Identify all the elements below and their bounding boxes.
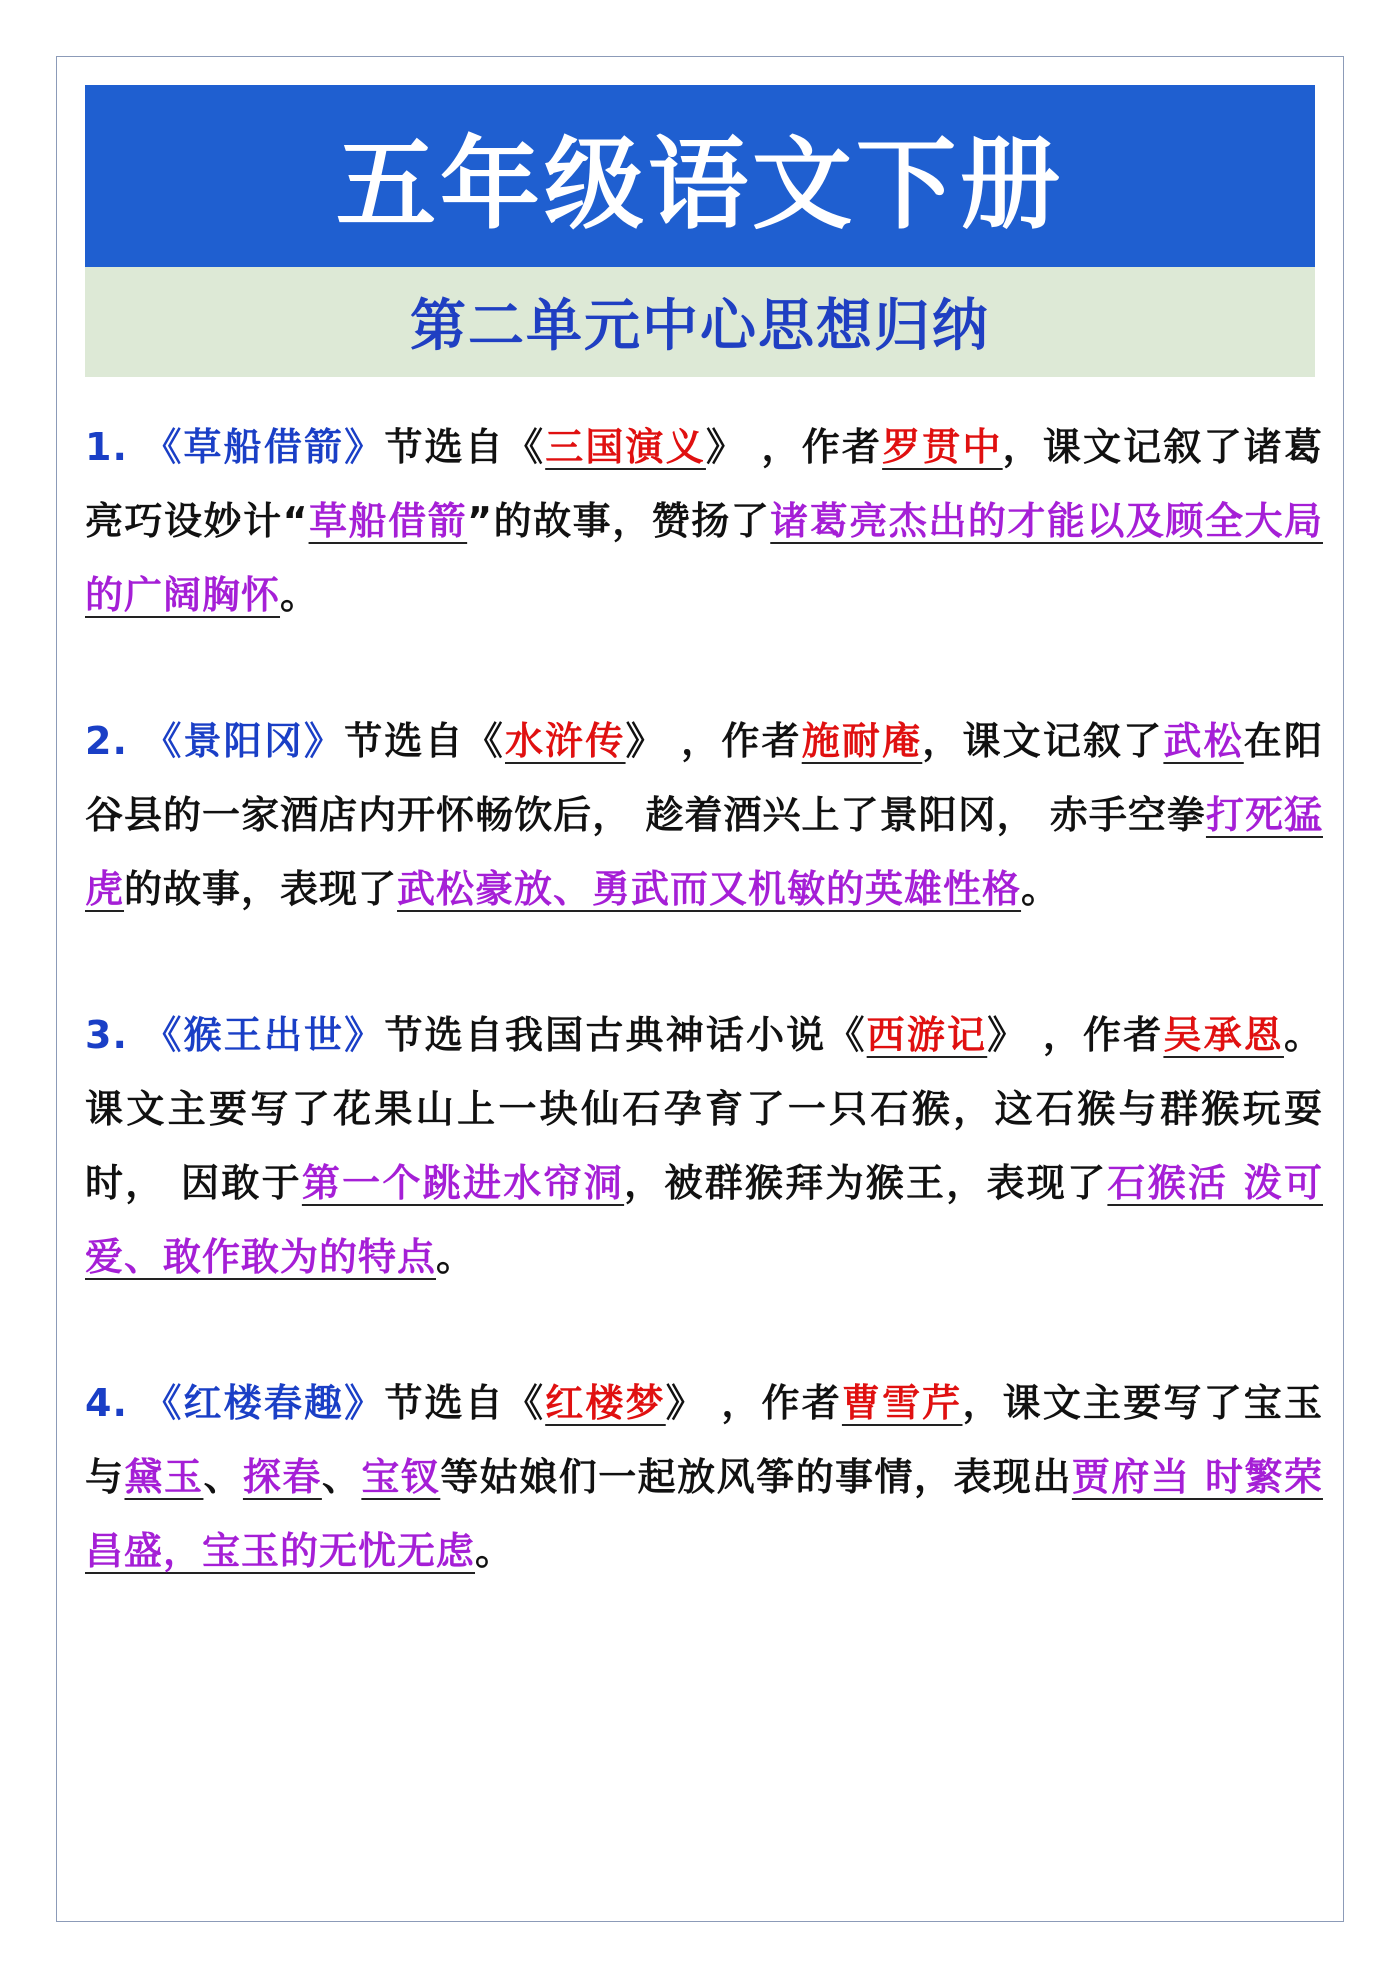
key-phrase: 打死猛虎 xyxy=(85,793,1323,911)
author-name: 吴承恩 xyxy=(1163,1013,1284,1057)
key-phrase: 第一个跳进水帘洞 xyxy=(301,1161,625,1205)
key-phrase: 诸葛亮杰出的才能以及顾全大局的广阔胸怀 xyxy=(85,499,1323,617)
text-fragment: 节选自我国古典神话小说《 xyxy=(384,1013,867,1057)
summary-item-4 xyxy=(85,1366,1323,1588)
page-title: 五年级语文下册 xyxy=(336,125,1064,243)
text-fragment: 。 xyxy=(1021,867,1061,911)
author-name: 曹雪芹 xyxy=(841,1381,963,1425)
item-number: 1. xyxy=(85,425,128,469)
text-fragment: ”的故事，赞扬了 xyxy=(467,499,771,543)
key-phrase: 武松豪放、勇武而又机敏的英雄性格 xyxy=(397,867,1022,911)
lesson-title: 《猴王出世》 xyxy=(143,1013,385,1057)
source-book: 三国演义 xyxy=(545,425,706,469)
subtitle-banner xyxy=(85,267,1315,377)
author-name: 罗贯中 xyxy=(882,425,1003,469)
lesson-title: 《景阳冈》 xyxy=(143,719,345,763)
text-fragment: 》 ，作者 xyxy=(987,1013,1164,1057)
summary-item-3 xyxy=(85,998,1323,1294)
item-number: 3. xyxy=(85,1013,128,1057)
text-fragment: 。 xyxy=(280,573,320,617)
source-book: 水浒传 xyxy=(505,719,626,763)
text-fragment: ，被群猴拜为猴王，表现了 xyxy=(624,1161,1108,1205)
text-fragment: 。 xyxy=(436,1235,476,1279)
item-number: 2. xyxy=(85,719,128,763)
source-book: 西游记 xyxy=(866,1013,988,1057)
item-number: 4. xyxy=(85,1381,128,1425)
key-phrase: 石猴活 泼可爱、敢作敢为的特点 xyxy=(85,1161,1323,1279)
summary-item-2 xyxy=(85,704,1323,926)
summary-list xyxy=(85,410,1323,1660)
text-fragment: 节选自《 xyxy=(384,425,546,469)
title-banner xyxy=(85,85,1315,267)
summary-item-1 xyxy=(85,410,1323,632)
key-phrase: 武松 xyxy=(1163,719,1244,763)
text-fragment: ，课文记叙了 xyxy=(922,719,1164,763)
text-fragment: 。课文主要写了花果山上一块仙石孕育了一只石猴，这石猴与群猴玩耍时， 因敢于 xyxy=(85,1013,1323,1205)
source-book: 红楼梦 xyxy=(545,1381,666,1425)
text-fragment: ，课文记叙了诸葛亮巧设妙计“ xyxy=(85,425,1323,543)
text-fragment: 等姑娘们一起放风筝的事情，表现出 xyxy=(440,1455,1072,1499)
text-fragment: 在阳谷县的一家酒店内开怀畅饮后， 趁着酒兴上了景阳冈， 赤手空拳 xyxy=(85,719,1323,837)
key-phrase: 黛玉 xyxy=(124,1455,204,1499)
key-phrase: 探春 xyxy=(242,1455,322,1499)
lesson-title: 《红楼春趣》 xyxy=(143,1381,385,1425)
page-subtitle: 第二单元中心思想归纳 xyxy=(410,293,990,359)
key-phrase: 宝钗 xyxy=(361,1455,441,1499)
lesson-title: 《草船借箭》 xyxy=(143,425,385,469)
text-fragment: 》 ，作者 xyxy=(625,719,802,763)
key-phrase: 草船借箭 xyxy=(308,499,468,543)
key-phrase: 贾府当 时繁荣昌盛，宝玉的无忧无虑 xyxy=(85,1455,1323,1573)
text-fragment: 。 xyxy=(475,1529,515,1573)
text-fragment: 、 xyxy=(321,1455,362,1499)
text-fragment: 》 ，作者 xyxy=(665,1381,842,1425)
text-fragment: 》 ，作者 xyxy=(705,425,883,469)
text-fragment: 节选自《 xyxy=(384,1381,546,1425)
text-fragment: 、 xyxy=(203,1455,243,1499)
text-fragment: 节选自《 xyxy=(344,719,505,763)
text-fragment: 的故事，表现了 xyxy=(124,867,398,911)
author-name: 施耐庵 xyxy=(801,719,923,763)
text-fragment: ，课文主要写了宝玉与 xyxy=(85,1381,1323,1499)
